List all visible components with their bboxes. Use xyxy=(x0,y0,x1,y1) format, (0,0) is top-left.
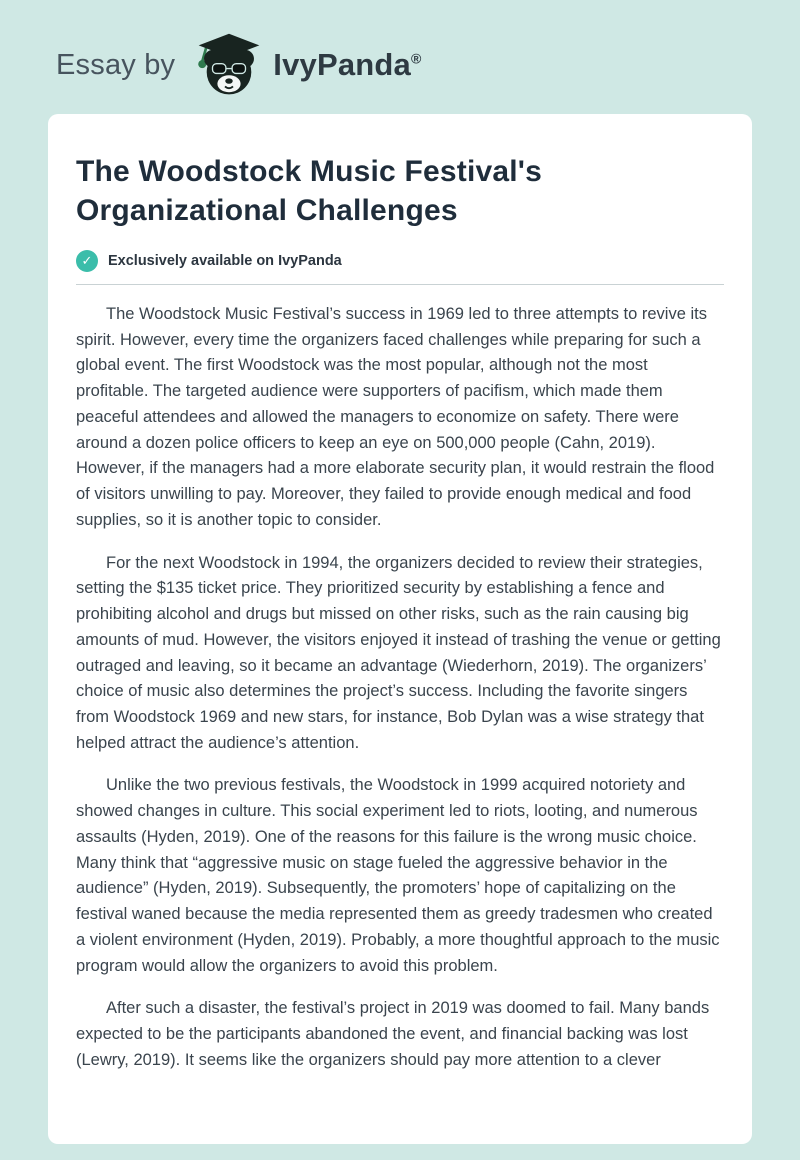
page-header xyxy=(0,0,800,100)
essay-card xyxy=(48,114,752,1144)
brand-logo-link[interactable] xyxy=(191,32,421,98)
essay-paragraph-1: The Woodstock Music Festival’s success in 1969 led to three attempts to revive its spirit. However, every time the organizers faced challenges while preparing for such a global event. The first Woodstock was the most popular, although not the most profitable. The targeted audience were supporters of pacifism, which made them peaceful attendees and allowed the managers to economize on safety. There were around a dozen police officers to keep an eye on 500,000 people (Cahn, 2019). However, if the managers had a more elaborate security plan, it would restrain the flood of visitors unwilling to pay. Moreover, they failed to provide enough medical and food supplies, so it is another topic to consider. xyxy=(76,305,715,529)
divider xyxy=(76,284,724,285)
registered-mark: ® xyxy=(411,50,422,67)
brand-name xyxy=(273,47,421,83)
essay-paragraph-3: Unlike the two previous festivals, the Woodstock in 1999 acquired notoriety and showed changes in culture. This social experiment led to riots, looting, and numerous assaults (Hyden, 2019). One of the reasons for this failure is the wrong music choice. Many think that “aggressive music on stage fueled the aggressive behavior in the audience” (Hyden, 2019). Subsequently, the promoters’ hope of capitalizing on the festival waned because the media represented them as greedy tradesmen who created a violent environment (Hyden, 2019). Probably, a more thoughtful approach to the music program would allow the organizers to avoid this problem. xyxy=(76,776,720,975)
essay-by-label: Essay by xyxy=(56,48,176,81)
essay-paragraph-2: For the next Woodstock in 1994, the organizers decided to review their strategies, setting the $135 ticket price. They prioritized security by establishing a fence and prohibiting alcohol and drugs but missed on other risks, such as the rain causing big amounts of mud. However, the visitors enjoyed it instead of trashing the venue or getting outraged and leaving, so it became an advantage (Wiederhorn, 2019). The organizers’ choice of music also determines the project’s success. Including the favorite singers from Woodstock 1969 and new stars, for instance, Bob Dylan was a wise strategy that helped attract the audience’s attention. xyxy=(76,553,721,752)
check-icon: ✓ xyxy=(76,250,98,272)
page-title: The Woodstock Music Festival's Organizational Challenges xyxy=(76,155,543,227)
brand-name-text: IvyPanda xyxy=(273,47,411,82)
availability-row xyxy=(76,250,724,272)
availability-label: Exclusively available on IvyPanda xyxy=(108,253,342,269)
essay-paragraph-4: After such a disaster, the festival’s project in 2019 was doomed to fail. Many bands expected to be the participants abandoned the event, and financial backing was lost (Lewry, 2019). It seems like the organizers should pay more attention to a clever xyxy=(76,999,710,1069)
panda-logo-icon xyxy=(191,32,267,98)
